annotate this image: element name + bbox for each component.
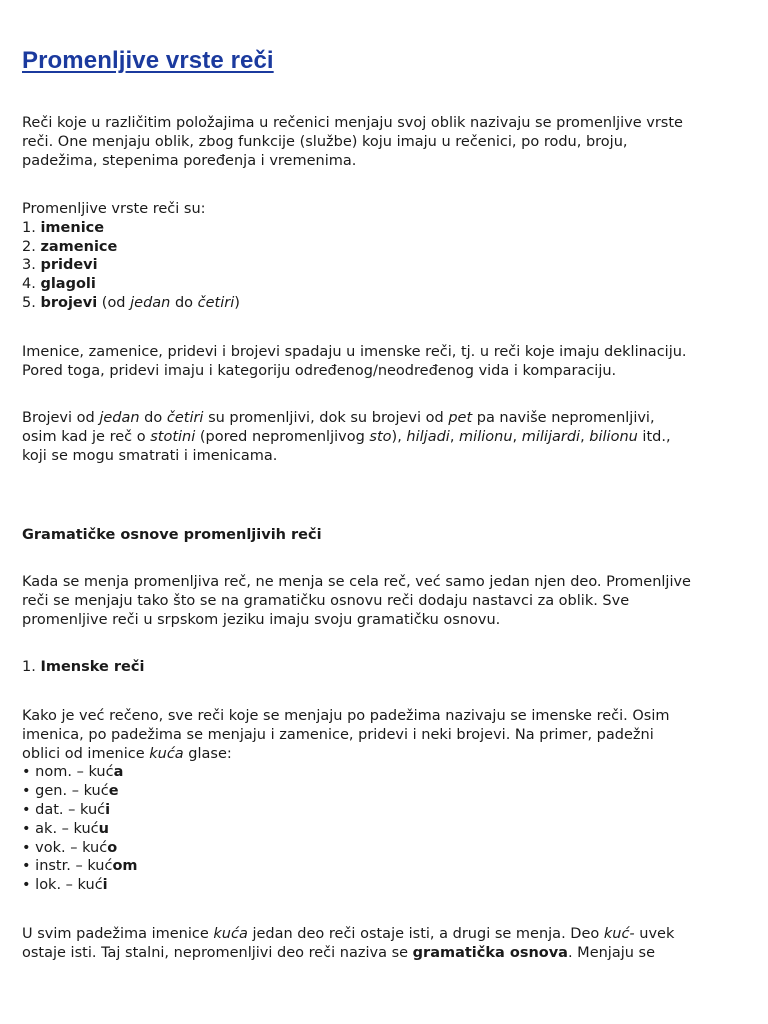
subsection-number: 1. — [22, 659, 41, 675]
list-heading: Promenljive vrste reči su: — [22, 201, 206, 217]
bold-term: gramatička osnova — [412, 944, 568, 961]
list-word: imenice — [40, 219, 105, 236]
text-span: ) — [234, 294, 240, 311]
text-span: pa naviše nepromenljivi, — [472, 410, 655, 426]
list-item — [22, 256, 742, 275]
case-label: • lok. – — [22, 877, 78, 894]
case-stem: kuć — [87, 858, 113, 875]
list-number: 4. — [22, 276, 36, 293]
italic-word: stotini — [150, 428, 196, 445]
text-span: itd., — [637, 428, 671, 445]
word-types-list — [22, 200, 742, 313]
case-ending: om — [112, 858, 138, 875]
osnova-paragraph — [22, 925, 742, 963]
case-ending: i — [102, 877, 108, 894]
text-line — [22, 745, 742, 764]
subsection-title: Imenske reči — [40, 659, 145, 675]
brojevi-paragraph — [22, 409, 742, 465]
text-span: , — [449, 428, 460, 445]
case-stem: kuć — [82, 839, 108, 856]
case-stem: kuć — [77, 877, 103, 894]
text-line: reči se menjaju tako što se na gramatičku osnovu reči dodaju nastavci za oblik. Sve — [22, 592, 630, 609]
text-line: koji se mogu smatrati i imenicama. — [22, 447, 278, 464]
cases-paragraph — [22, 707, 742, 895]
case-item — [22, 839, 742, 858]
text-line: promenljive reči u srpskom jeziku imaju svoju gramatičku osnovu. — [22, 611, 501, 628]
intro-paragraph — [22, 114, 742, 170]
case-item — [22, 820, 742, 839]
text-line: Pored toga, pridevi imaju i kategoriju određenog/neodređenog vida i komparaciju. — [22, 362, 617, 379]
list-word: glagoli — [40, 276, 96, 293]
case-stem: kuć — [80, 801, 106, 818]
text-line: reči. One menjaju oblik, zbog funkcije (službe) koju imaju u rečenici, po rodu, broju, — [22, 133, 628, 150]
text-span: ostaje isti. Taj stalni, nepromenljivi deo reči naziva se — [22, 944, 413, 961]
list-number: 2. — [22, 238, 36, 255]
italic-word: milionu — [459, 428, 513, 445]
list-word: brojevi — [40, 294, 98, 311]
text-line: Reči koje u različitim položajima u rečenici menjaju svoj oblik nazivaju se promenljive vrste — [22, 115, 683, 131]
case-label: • dat. – — [22, 801, 81, 818]
text-span: . Menjaju se — [567, 944, 656, 961]
list-number: 1. — [22, 219, 36, 236]
subsection-heading — [22, 658, 742, 677]
text-span: Brojevi od — [22, 410, 100, 426]
section-heading: Gramatičke osnove promenljivih reči — [22, 527, 322, 543]
case-item — [22, 763, 742, 782]
case-ending: i — [105, 801, 111, 818]
italic-word: jedan — [130, 294, 171, 311]
text-span: glase: — [183, 745, 232, 762]
text-span: ), — [391, 428, 407, 445]
text-span: do — [139, 410, 167, 426]
case-item — [22, 801, 742, 820]
imenske-paragraph — [22, 343, 742, 381]
case-ending: a — [113, 764, 124, 781]
italic-word: kuća — [149, 745, 184, 762]
text-line — [22, 944, 742, 963]
list-word: zamenice — [40, 238, 118, 255]
page-title[interactable]: Promenljive vrste reči — [22, 47, 274, 74]
case-label: • ak. – — [22, 820, 74, 837]
italic-word: četiri — [166, 410, 204, 426]
text-span: , — [580, 428, 590, 445]
text-span: osim kad je reč o — [22, 428, 151, 445]
italic-word: jedan — [99, 410, 140, 426]
case-ending: e — [108, 783, 119, 800]
list-item — [22, 219, 742, 238]
text-span: jedan deo reči ostaje isti, a drugi se menja. Deo — [247, 926, 604, 942]
text-span: uvek — [634, 926, 675, 942]
text-span: (od — [97, 294, 131, 311]
case-label: • nom. – — [22, 764, 89, 781]
text-line — [22, 409, 742, 428]
text-span: , — [512, 428, 522, 445]
case-item — [22, 782, 742, 801]
italic-word: pet — [448, 410, 473, 426]
text-line: padežima, stepenima poređenja i vremenima. — [22, 152, 357, 169]
section-paragraph — [22, 573, 742, 629]
italic-word: sto — [369, 428, 392, 445]
text-line: Imenice, zamenice, pridevi i brojevi spadaju u imenske reči, tj. u reči koje imaju deklinaciju. — [22, 344, 687, 360]
case-stem: kuć — [83, 783, 109, 800]
list-number: 3. — [22, 257, 36, 274]
italic-word: kuća — [213, 926, 248, 942]
list-item — [22, 275, 742, 294]
text-line: imenica, po padežima se menjaju i zamenice, pridevi i neki brojevi. Na primer, padežni — [22, 726, 654, 743]
case-ending: o — [107, 839, 118, 856]
text-line — [22, 925, 742, 944]
case-label: • gen. – — [22, 783, 84, 800]
text-line: Kako je već rečeno, sve reči koje se menjaju po padežima nazivaju se imenske reči. Osim — [22, 708, 670, 724]
text-span: (pored nepromenljivog — [195, 428, 370, 445]
list-word: pridevi — [40, 257, 98, 274]
italic-word: četiri — [197, 294, 235, 311]
list-number: 5. — [22, 294, 36, 311]
case-ending: u — [98, 820, 109, 837]
case-stem: kuć — [88, 764, 114, 781]
italic-word: bilionu — [589, 428, 638, 445]
case-label: • vok. – — [22, 839, 83, 856]
italic-word: hiljadi — [406, 428, 450, 445]
case-item — [22, 876, 742, 895]
text-line: Kada se menja promenljiva reč, ne menja se cela reč, već samo jedan njen deo. Promenljive — [22, 574, 691, 590]
italic-word: milijardi — [521, 428, 581, 445]
text-span: oblici od imenice — [22, 745, 150, 762]
list-item — [22, 238, 742, 257]
case-label: • instr. – — [22, 858, 88, 875]
text-line — [22, 428, 742, 447]
case-item — [22, 857, 742, 876]
text-span: do — [170, 294, 198, 311]
text-span: U svim padežima imenice — [22, 926, 214, 942]
case-stem: kuć — [73, 820, 99, 837]
text-span: su promenljivi, dok su brojevi od — [203, 410, 449, 426]
italic-word: kuć- — [603, 926, 635, 942]
list-item — [22, 294, 742, 313]
